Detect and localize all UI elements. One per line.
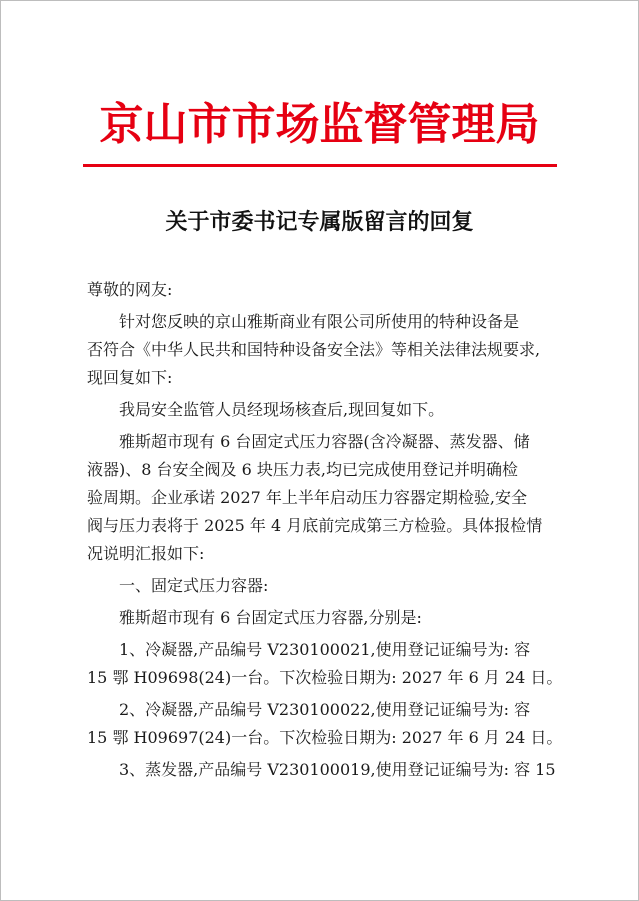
paragraph-line: 否符合《中华人民共和国特种设备安全法》等相关法律法规要求,	[87, 340, 541, 359]
red-divider-line	[83, 164, 557, 167]
paragraph-4: 雅斯超市现有 6 台固定式压力容器,分别是:	[119, 608, 422, 627]
paragraph-line: 我局安全监管人员经现场核查后,现回复如下。	[119, 400, 445, 419]
agency-header: 京山市市场监督管理局	[99, 99, 540, 150]
paragraph-2	[87, 396, 557, 424]
paragraph-line: 阀与压力表将于 2025 年 4 月底前完成第三方检验。具体报检情	[87, 516, 543, 535]
section-heading: 一、固定式压力容器:	[119, 576, 269, 595]
greeting: 尊敬的网友:	[87, 280, 173, 299]
document-body	[87, 276, 563, 784]
document-title: 关于市委书记专属版留言的回复	[165, 209, 474, 235]
paragraph-1	[87, 308, 557, 392]
paragraph-line: 雅斯超市现有 6 台固定式压力容器(含冷凝器、蒸发器、储	[119, 432, 530, 451]
list-item	[87, 696, 563, 752]
paragraph-3	[87, 428, 557, 568]
list-item	[87, 636, 563, 692]
list-item	[87, 756, 557, 784]
paragraph-line: 现回复如下:	[87, 368, 173, 387]
paragraph-line: 验周期。企业承诺 2027 年上半年启动压力容器定期检验,安全	[87, 488, 527, 507]
paragraph-line: 液器)、8 台安全阀及 6 块压力表,均已完成使用登记并明确检	[87, 460, 518, 479]
list-item-line: 1、冷凝器,产品编号 V230100021,使用登记证编号为: 容	[119, 640, 531, 659]
list-item-line: 3、蒸发器,产品编号 V230100019,使用登记证编号为: 容 15	[119, 760, 556, 779]
paragraph-line: 针对您反映的京山雅斯商业有限公司所使用的特种设备是	[119, 312, 520, 331]
paragraph-line: 况说明汇报如下:	[87, 544, 205, 563]
list-item-line: 15 鄂 H09697(24)一台。下次检验日期为: 2027 年 6 月 24 日。	[87, 728, 563, 747]
list-item-line: 15 鄂 H09698(24)一台。下次检验日期为: 2027 年 6 月 24 日。	[87, 668, 563, 687]
list-item-line: 2、冷凝器,产品编号 V230100022,使用登记证编号为: 容	[119, 700, 531, 719]
